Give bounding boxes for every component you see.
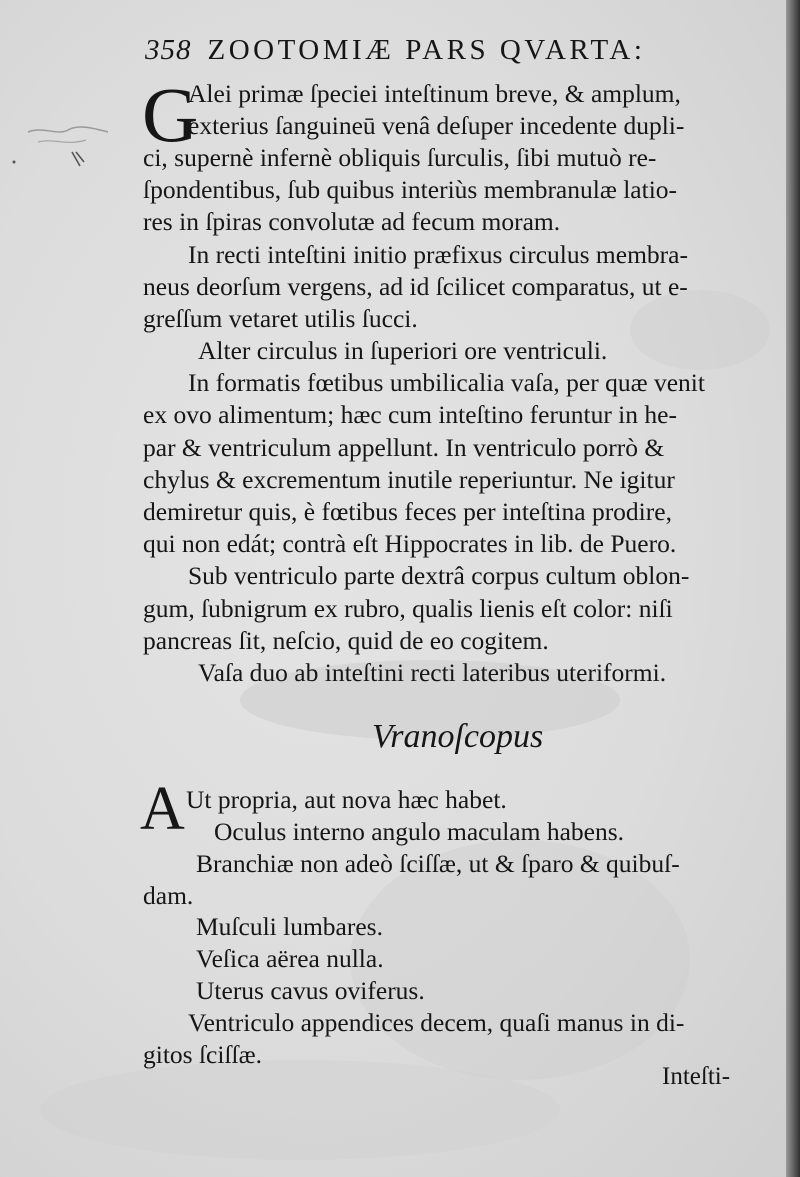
- page-fore-edge: [786, 0, 800, 1177]
- text-line: Alei primæ ſpeciei inteſtinum breve, & amplum,: [188, 79, 681, 108]
- text-line: Ventriculo appendices decem, quaſi manus in di-: [188, 1008, 685, 1037]
- text-line: neus deorſum vergens, ad id ſcilicet comparatus, ut e-: [143, 272, 688, 301]
- text-line: Uterus cavus oviferus.: [196, 976, 425, 1005]
- text-line: demiretur quis, è fœtibus feces per inteſtina prodire,: [143, 497, 672, 526]
- text-line: dam.: [143, 881, 194, 910]
- text-line: Branchiæ non adeò ſciſſæ, ut & ſparo & quibuſ-: [196, 849, 680, 878]
- running-title: ZOOTOMIÆ PARS QVARTA:: [207, 34, 646, 66]
- text-line: exterius ſanguineū venâ deſuper incedente dupli-: [188, 111, 685, 140]
- text-line: Veſica aërea nulla.: [196, 944, 384, 973]
- dropcap-a: A: [140, 775, 185, 843]
- text-line: gum, ſubnigrum ex rubro, qualis lienis eſt color: niſi: [143, 594, 673, 623]
- text-line: Alter circulus in ſuperiori ore ventriculi.: [198, 336, 608, 365]
- text-line: greſſum vetaret utilis ſucci.: [143, 304, 418, 333]
- text-line: Vaſa duo ab inteſtini recti lateribus uteriformi.: [198, 658, 667, 687]
- dropcap-g: G: [142, 71, 199, 158]
- text-line: pancreas ſit, neſcio, quid de eo cogitem.: [143, 626, 549, 655]
- text-line: ci, supernè infernè obliquis ſurculis, ſibi mutuò re-: [143, 143, 657, 172]
- text-line: In formatis fœtibus umbilicalia vaſa, per quæ venit: [188, 368, 705, 397]
- text-line: gitos ſciſſæ.: [143, 1040, 263, 1069]
- margin-ink-note: [8, 122, 118, 182]
- page-number: 358: [145, 34, 192, 66]
- text-line: par & ventriculum appellunt. In ventriculo porrò &: [143, 433, 665, 462]
- text-line: Oculus interno angulo maculam habens.: [214, 817, 625, 846]
- text-line: chylus & excrementum inutile reperiuntur. Ne igitur: [143, 465, 675, 494]
- text-line: Muſculi lumbares.: [196, 912, 383, 941]
- catchword: Inteſti-: [662, 1063, 731, 1090]
- text-line: ſpondentibus, ſub quibus interiùs membranulæ latio-: [143, 175, 678, 204]
- text-line: qui non edát; contrà eſt Hippocrates in lib. de Puero.: [143, 529, 677, 558]
- text-line: Sub ventriculo parte dextrâ corpus cultum oblon-: [188, 561, 690, 590]
- text-line: ex ovo alimentum; hæc cum inteſtino feruntur in he-: [143, 400, 677, 429]
- text-line: In recti inteſtini initio præfixus circulus membra-: [188, 240, 688, 269]
- section-heading: Vranoſcopus: [372, 718, 544, 755]
- text-line: Ut propria, aut nova hæc habet.: [186, 785, 507, 814]
- text-line: res in ſpiras convolutæ ad fecum moram.: [143, 207, 561, 236]
- running-header: [145, 34, 765, 74]
